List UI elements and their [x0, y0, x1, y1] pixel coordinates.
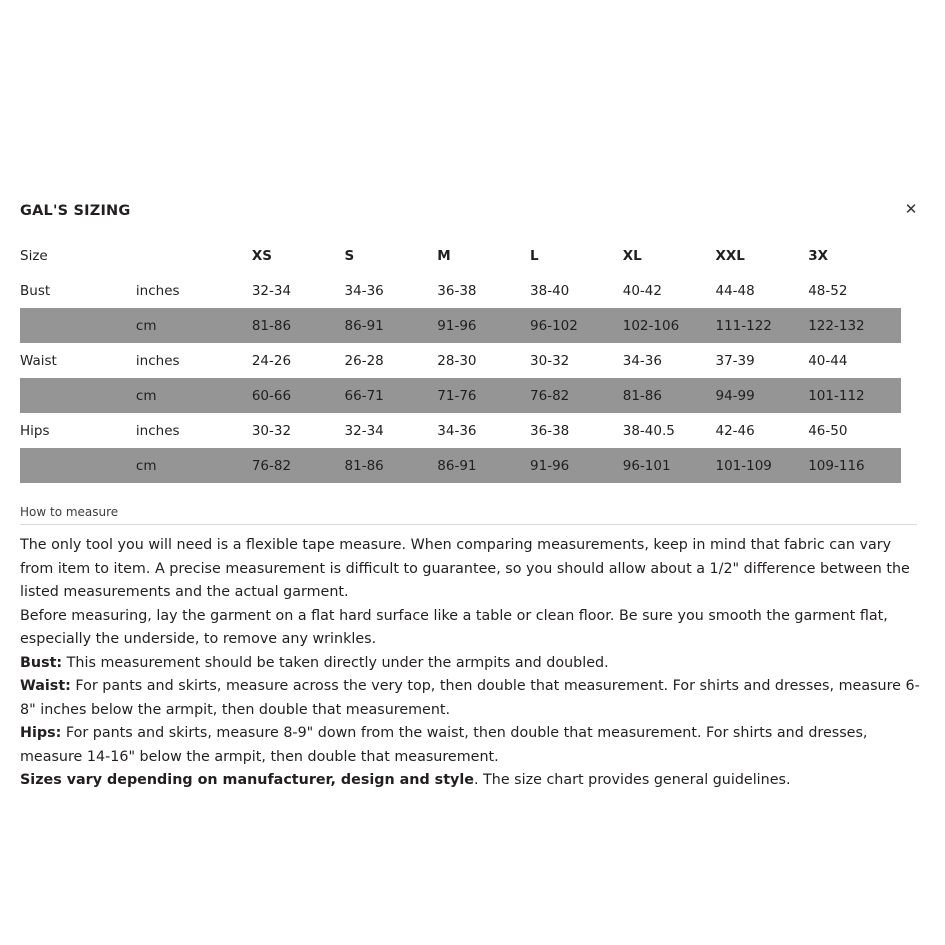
column-header-xs: [252, 238, 345, 273]
how-to-measure-section: [20, 505, 925, 793]
cell-value: 40-44: [808, 352, 848, 369]
cell-value: 96-102: [530, 308, 623, 343]
paragraph-text: This measurement should be taken directly under the armpits and doubled.: [62, 654, 609, 671]
paragraph: [20, 769, 920, 793]
how-to-measure-heading: How to measure: [20, 505, 119, 519]
cell-value: 24-26: [251, 352, 292, 369]
row-unit: inches: [135, 352, 180, 369]
cell-value: 111-122: [715, 308, 808, 343]
cell-value: 76-82: [252, 448, 345, 483]
cell-value: 26-28: [344, 352, 384, 369]
row-label: [20, 308, 136, 343]
column-header-s: [345, 238, 438, 273]
row-label-waist: Waist: [20, 352, 57, 369]
row-label-hips: Hips: [20, 422, 50, 439]
cell-value: 76-82: [530, 378, 623, 413]
cell-value: 32-34: [251, 282, 292, 299]
cell-value: 38-40: [530, 282, 570, 299]
size-label-xxl: XXL: [715, 247, 745, 264]
paragraph-lead: Bust:: [20, 654, 63, 671]
cell-value: 86-91: [345, 308, 438, 343]
table-row: [20, 448, 901, 483]
column-header-unit: [136, 238, 252, 273]
size-label-xs: XS: [251, 247, 272, 264]
column-header-m: [437, 238, 530, 273]
cell-value: 94-99: [715, 378, 808, 413]
paragraph-lead: Sizes vary depending on manufacturer, design and style: [20, 772, 474, 788]
size-chart-table: [20, 238, 901, 483]
cell-value: 60-66: [252, 378, 345, 413]
column-header-l: [530, 238, 623, 273]
cell-value: 96-101: [623, 448, 716, 483]
paragraph: [20, 605, 920, 652]
column-header-size: Size: [20, 247, 48, 264]
paragraph: [20, 722, 920, 769]
cell-value: 42-46: [715, 422, 755, 439]
row-unit: inches: [135, 282, 180, 299]
cell-value: 34-36: [344, 282, 384, 299]
table-row: [20, 378, 901, 413]
cell-value: 91-96: [437, 308, 530, 343]
row-unit: inches: [135, 422, 180, 439]
cell-value: 71-76: [437, 378, 530, 413]
column-header-3x: [808, 238, 901, 273]
paragraph-text: Before measuring, lay the garment on a flat hard surface like a table or clean floor. Be sure you smooth the garment flat, especially the underside, to remove any wrinkles.: [20, 607, 888, 647]
paragraph: [20, 675, 920, 722]
cell-value: 36-38: [530, 422, 570, 439]
size-label-m: M: [437, 247, 451, 264]
size-label-s: S: [344, 247, 355, 264]
size-label-xl: XL: [622, 247, 642, 264]
paragraph: [20, 652, 920, 676]
column-header-xxl: [715, 238, 808, 273]
size-label-3x: 3X: [808, 247, 829, 264]
cell-value: 40-42: [622, 282, 662, 299]
cell-value: 122-132: [808, 308, 901, 343]
table-row: [20, 308, 901, 343]
row-label-bust: Bust: [20, 282, 51, 299]
cell-value: 48-52: [808, 282, 848, 299]
cell-value: 28-30: [437, 352, 477, 369]
cell-value: 37-39: [715, 352, 755, 369]
cell-value: 81-86: [345, 448, 438, 483]
paragraph: [20, 534, 920, 605]
cell-value: 34-36: [622, 352, 662, 369]
paragraph-text: . The size chart provides general guidelines.: [473, 772, 791, 788]
cell-value: 86-91: [437, 448, 530, 483]
column-header-xl: [623, 238, 716, 273]
paragraph-text: The only tool you will need is a flexible tape measure. When comparing measurements, keep in mind that fabric can vary from item to item. A precise measurement is difficult to guarantee, so you should allow about a 1/2" difference between the listed measurements and the actual garment.: [20, 537, 910, 600]
paragraph-text: For pants and skirts, measure across the very top, then double that measurement. For shirts and dresses, measure 6-8" inches below the armpit, then double that measurement.: [20, 678, 920, 718]
cell-value: 102-106: [623, 308, 716, 343]
how-to-measure-body: [20, 534, 920, 793]
cell-value: 30-32: [530, 352, 570, 369]
paragraph-lead: Hips:: [20, 725, 62, 741]
cell-value: 101-109: [715, 448, 808, 483]
cell-value: 38-40.5: [622, 422, 675, 439]
cell-value: 44-48: [715, 282, 755, 299]
size-chart-panel: [20, 200, 925, 793]
table-header-row: [20, 238, 901, 273]
cell-value: 30-32: [251, 422, 292, 439]
cell-value: 101-112: [808, 378, 901, 413]
cell-value: 66-71: [345, 378, 438, 413]
table-row: [20, 413, 901, 448]
cell-value: 34-36: [437, 422, 477, 439]
panel-header: [20, 200, 925, 228]
table-row: [20, 343, 901, 378]
cell-value: 46-50: [808, 422, 848, 439]
paragraph-text: For pants and skirts, measure 8-9" down from the waist, then double that measurement. For shirts and dresses, measure 14-16" below the armpit, then double that measurement.: [20, 725, 868, 765]
cell-value: 91-96: [530, 448, 623, 483]
page-title: GAL'S SIZING: [20, 203, 131, 219]
table-row: [20, 273, 901, 308]
cell-value: 36-38: [437, 282, 477, 299]
paragraph-lead: Waist:: [20, 678, 71, 694]
row-unit: cm: [136, 448, 252, 483]
cell-value: 32-34: [344, 422, 384, 439]
divider: [20, 524, 917, 525]
row-unit: cm: [136, 308, 252, 343]
cell-value: 109-116: [808, 448, 901, 483]
cell-value: 81-86: [623, 378, 716, 413]
close-icon[interactable]: ✕: [904, 200, 918, 218]
row-label: [20, 448, 136, 483]
row-label: [20, 378, 136, 413]
row-unit: cm: [136, 378, 252, 413]
size-label-l: L: [530, 247, 539, 264]
cell-value: 81-86: [252, 308, 345, 343]
